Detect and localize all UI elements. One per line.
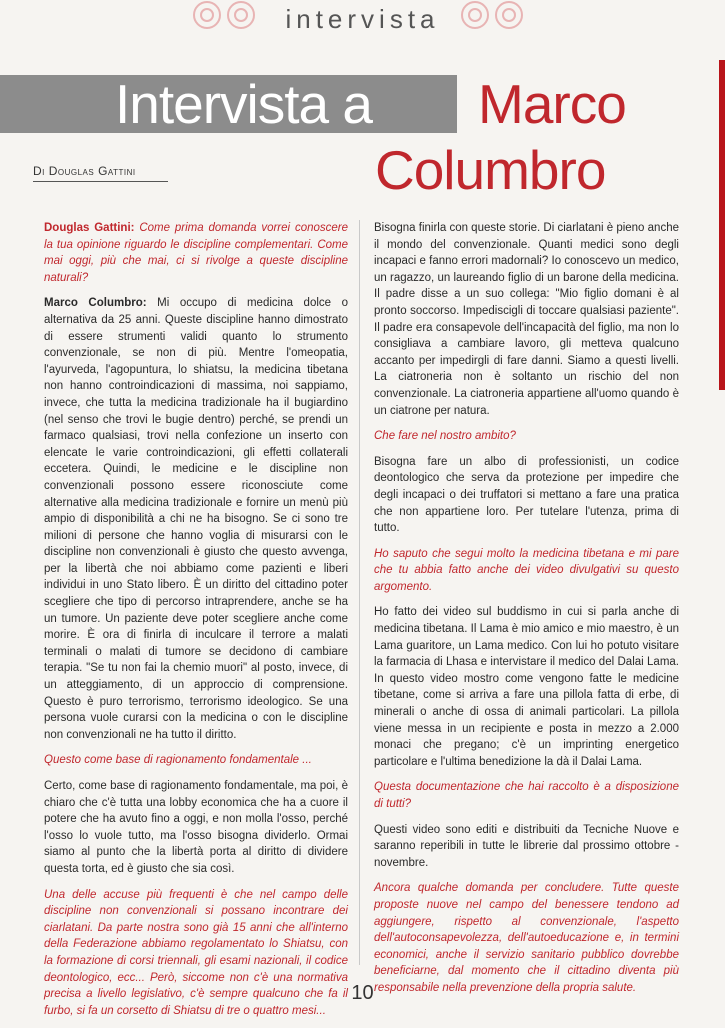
question-4: Che fare nel nostro ambito? — [374, 430, 516, 443]
answer-2: Certo, come base di ragionamento fondamentale, ma poi, è chiaro che c'è tutta una lobby economica che ha a cuore il potere che ha avuto fino a oggi, e non molla l'osso, perché l'osso lo vuole tutto, ma l'osso bisogna dividerlo. Ormai siamo al punto che la libertà porta al diritto di dividere questa torta, ed è giusto che sia così. — [44, 780, 348, 875]
left-column — [44, 220, 348, 1028]
article-title-part-2: Marco — [478, 73, 626, 135]
question-7: Ancora qualche domanda per concludere. Tutte queste proposte nuove nel campo del benessere tendono ad aggiungere, rispetto al convenzionale, l'aspetto dell'autoconsapevolezza, dell'autoeducazione e, in termini economici, anche il servizio sanitario pubblico dovrebbe beneficiarne, dal momento che il cittadino diventa più responsabile nella prevenzione della propria salute. — [374, 882, 679, 994]
answer-4: Bisogna fare un albo di professionisti, un codice deontologico che serva da protezione per impedire che degli incapaci o dei truffatori si mettano a fare una pratica che non appartiene loro. Per tutelare l'utenza, prima di tutto. — [374, 455, 679, 535]
byline-rule — [33, 181, 168, 182]
question-3: Una delle accuse più frequenti è che nel campo delle discipline non convenzionali si possano incontrare dei ciarlatani. Da parte nostra sono già 15 anni che all'interno della Federazione abbiamo regolamentato lo Shiatsu, con la formazione di corsi triennali, gli esami nazionali, il codice deontologico, ecc... Però, siccome non c'è una normativa precisa a livello legislativo, c'è sempre qualcuno che fa il furbo, si fa un corsetto di Shiatsu di tre o quattro mesi... — [44, 888, 348, 1017]
article-title-part-1: Intervista a — [115, 73, 373, 135]
page-number: 10 — [351, 982, 374, 1004]
question-6: Questa documentazione che hai raccolto è a disposizione di tutti? — [374, 781, 679, 810]
interviewee-name: Marco Columbro: — [44, 297, 147, 310]
answer-5: Ho fatto dei video sul buddismo in cui si parla anche di medicina tibetana. Il Lama è mio amico e mio maestro, è un Lama guaritore, un Lama medico. Con lui ho potuto visitare la farmacia di Lhasa e intervistare il medico del Dalai Lama. In questo video mostro come vengono fatte le medicine tibetane, come si arriva a fare una pillola fatta di erbe, di minerali o anche di ossa di animali particolari. La pillola viene messa in un recipiente e posta in mezzo a 2.000 monaci che pregano; c'è un imprinting energetico particolare e l'ultima benedizione la dà il Dalai Lama. — [374, 606, 679, 768]
question-2: Questo come base di ragionamento fondamentale ... — [44, 754, 312, 767]
answer-3: Bisogna finirla con queste storie. Di ciarlatani è pieno anche il mondo del convenzionale. Quanti medici sono degli incapaci e fanno errori madornali? Io conoscevo un medico, un ragazzo, un laureando figlio di un barone della medicina. Il padre disse a un suo collega: "Mio figlio domani è al pronto soccorso. Impediscigli di toccare qualsiasi paziente". Il padre era consapevole dell'incapacità del figlio, ma non lo consigliava a cambiare lavoro, gli metteva qualcuno accanto per impedirgli di fare danni. Siamo a questi livelli. La ciatroneria non è soltanto un rischio del non convenzionale. La ciatroneria appartiene all'uomo quando è un ciatrone per natura. — [374, 222, 679, 417]
question-5: Ho saputo che segui molto la medicina tibetana e mi pare che tu abbia fatto anche dei video divulgativi su questo argomento. — [374, 547, 679, 593]
answer-6: Questi video sono editi e distribuiti da Tecniche Nuove e saranno reperibili in tutte le librerie dal prossimo ottobre - novembre. — [374, 823, 679, 869]
column-divider — [359, 220, 360, 965]
section-label: intervista — [285, 4, 440, 34]
article-title-part-3: Columbro — [375, 139, 606, 201]
question-text: Come prima domanda vorrei conoscere la tua opinione riguardo le discipline complementari. Come mai oggi, più che mai, ci si rivolge a queste discipline naturali? — [44, 222, 349, 284]
page-edge-accent — [719, 60, 725, 390]
answer-text: Mi occupo di medicina dolce o alternativa da 25 anni. Queste discipline hanno dimostrato di essere strumenti validi quanto lo strumento convenzionale, se non di più. Mentre l'omeopatia, l'ayurveda, l'agopuntura, lo shiatsu, la medicina tibetana non hanno controindicazioni di massima, noi sappiamo, invece, che tutta la medicina tradizionale ha il bugiardino (nel senso che trovi le bugie dentro) perché, se prendi un farmaco qualsiasi, trovi nella confezione un inserto con elencate le varie controindicazioni, gli effetti collaterali eccetera. Quindi, le medicine e le discipline non convenzionali possono essere riconosciute come alternative alla medicina tradizionale e fornire un menù più ampio di disponibilità a chi ne ha bisogno. Se ci sono tre milioni di persone che hanno voglia di misurarsi con le discipline non convenzionali è giusto che questo avvenga, per la libertà che noi abbiamo come pazienti e liberi individui in uno Stato libero. È un diritto del cittadino poter scegliere che tipo di percorso intraprendere, anche se ha un tumore. Un paziente deve poter scegliere anche come morire. È ora di finirla di inculcare il terrore a malati terminali o malati di tumore se decidono di cambiare terapia. "Se tu non fai la chemio muori" al posto, invece, di un atteggiamento, di un approccio di comprensione. Questo è puro terrorismo, terrorismo ideologico. Se una persona vuole curarsi con la medicina o con le discipline non convenzionali ne ha tutto il diritto. — [44, 297, 348, 741]
answer-1 — [44, 295, 348, 743]
question-1 — [44, 220, 348, 286]
interviewer-name: Douglas Gattini: — [44, 222, 135, 234]
author-byline: Di Douglas Gattini — [33, 164, 136, 178]
right-column — [374, 220, 679, 1006]
